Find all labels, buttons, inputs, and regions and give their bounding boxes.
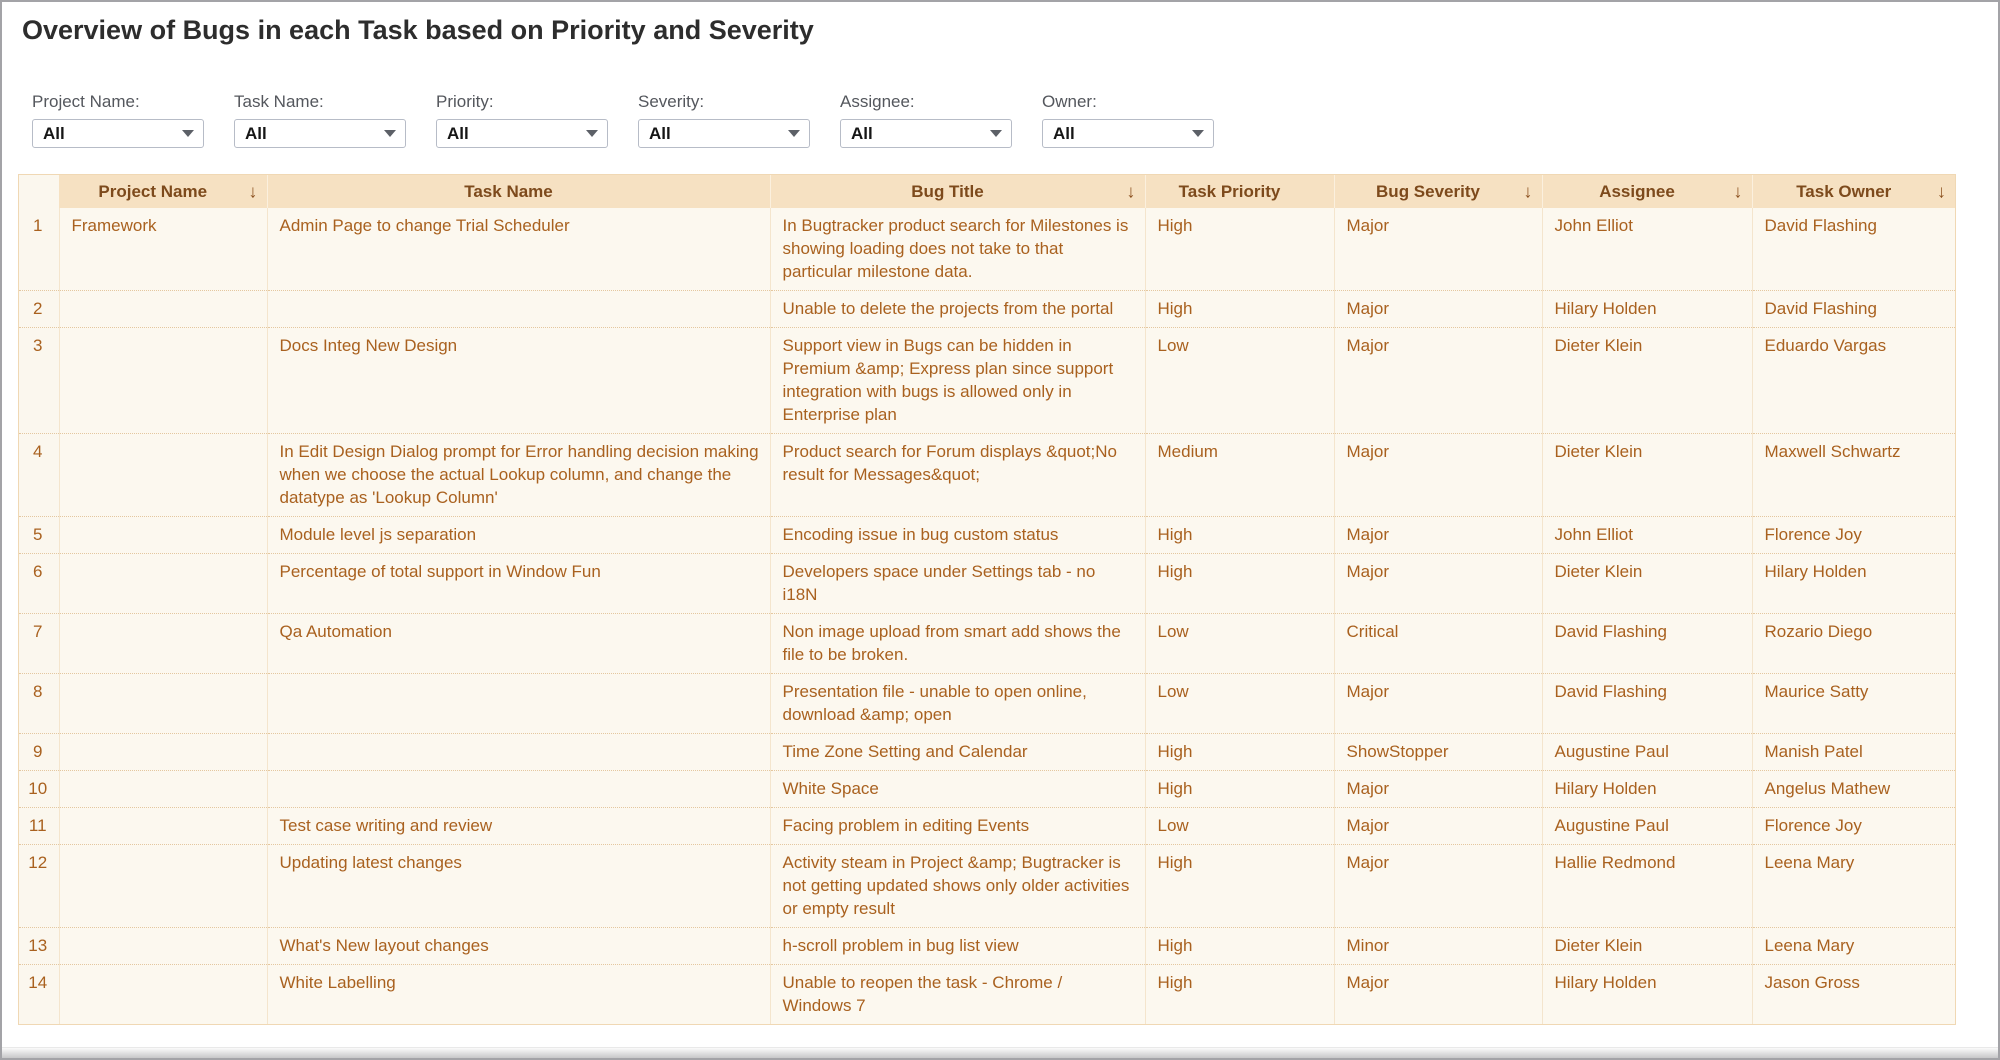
cell-task-priority: High xyxy=(1145,928,1334,965)
cell-task-priority: High xyxy=(1145,517,1334,554)
table-row xyxy=(19,674,1955,734)
table-row xyxy=(19,808,1955,845)
cell-assignee: David Flashing xyxy=(1542,674,1752,734)
table-row xyxy=(19,208,1955,291)
cell-bug-title: Support view in Bugs can be hidden in Premium &amp; Express plan since support integration with bugs is allowed only in Enterprise plan xyxy=(770,328,1145,434)
cell-bug-title: h-scroll problem in bug list view xyxy=(770,928,1145,965)
cell-assignee: John Elliot xyxy=(1542,517,1752,554)
filter-owner xyxy=(1042,92,1214,148)
cell-bug-title: Activity steam in Project &amp; Bugtracker is not getting updated shows only older activities or empty result xyxy=(770,845,1145,928)
row-number: 14 xyxy=(19,965,59,1025)
table-row xyxy=(19,845,1955,928)
cell-task-name xyxy=(267,291,770,328)
col-header-task-owner[interactable] xyxy=(1752,175,1955,208)
cell-assignee: Dieter Klein xyxy=(1542,434,1752,517)
cell-project-name xyxy=(59,771,267,808)
cell-task-priority: High xyxy=(1145,734,1334,771)
cell-task-priority: High xyxy=(1145,771,1334,808)
cell-task-owner: Hilary Holden xyxy=(1752,554,1955,614)
cell-task-owner: Leena Mary xyxy=(1752,845,1955,928)
filter-severity xyxy=(638,92,810,148)
cell-task-owner: David Flashing xyxy=(1752,208,1955,291)
cell-task-owner: Rozario Diego xyxy=(1752,614,1955,674)
task-name-selected-value: All xyxy=(245,123,267,143)
cell-project-name: Framework xyxy=(59,208,267,291)
cell-bug-title: Product search for Forum displays &quot;No result for Messages&quot; xyxy=(770,434,1145,517)
table-row xyxy=(19,614,1955,674)
row-number: 8 xyxy=(19,674,59,734)
cell-bug-title: Encoding issue in bug custom status xyxy=(770,517,1145,554)
row-number: 4 xyxy=(19,434,59,517)
row-number: 5 xyxy=(19,517,59,554)
sort-desc-icon: ↓ xyxy=(1733,181,1743,201)
cell-project-name xyxy=(59,291,267,328)
cell-assignee: Augustine Paul xyxy=(1542,808,1752,845)
cell-task-priority: High xyxy=(1145,965,1334,1025)
table-row xyxy=(19,771,1955,808)
dropdown-caret-icon xyxy=(586,130,598,137)
table-row xyxy=(19,734,1955,771)
horizontal-scrollbar[interactable] xyxy=(2,1047,1998,1058)
dropdown-caret-icon xyxy=(788,130,800,137)
cell-project-name xyxy=(59,517,267,554)
cell-project-name xyxy=(59,965,267,1025)
cell-bug-severity: Major xyxy=(1334,291,1542,328)
cell-bug-title: Non image upload from smart add shows the file to be broken. xyxy=(770,614,1145,674)
cell-task-name: Test case writing and review xyxy=(267,808,770,845)
cell-task-owner: Maxwell Schwartz xyxy=(1752,434,1955,517)
table-row xyxy=(19,928,1955,965)
severity-select[interactable] xyxy=(638,119,810,148)
cell-project-name xyxy=(59,928,267,965)
cell-task-owner: Florence Joy xyxy=(1752,808,1955,845)
cell-bug-severity: Major xyxy=(1334,208,1542,291)
cell-task-priority: High xyxy=(1145,554,1334,614)
row-number: 2 xyxy=(19,291,59,328)
cell-bug-title: Time Zone Setting and Calendar xyxy=(770,734,1145,771)
cell-bug-severity: Major xyxy=(1334,328,1542,434)
col-header-label: Bug Severity xyxy=(1376,181,1480,201)
col-header-label: Assignee xyxy=(1599,181,1675,201)
cell-project-name xyxy=(59,674,267,734)
cell-bug-title: Unable to reopen the task - Chrome / Windows 7 xyxy=(770,965,1145,1025)
cell-task-priority: High xyxy=(1145,291,1334,328)
filter-label-task-name: Task Name: xyxy=(234,92,324,111)
cell-bug-severity: Major xyxy=(1334,845,1542,928)
cell-assignee: Augustine Paul xyxy=(1542,734,1752,771)
col-header-project-name[interactable] xyxy=(59,175,267,208)
row-number: 9 xyxy=(19,734,59,771)
table-row xyxy=(19,328,1955,434)
filter-label-severity: Severity: xyxy=(638,92,705,111)
cell-project-name xyxy=(59,845,267,928)
cell-task-owner: Manish Patel xyxy=(1752,734,1955,771)
cell-task-name xyxy=(267,771,770,808)
priority-selected-value: All xyxy=(447,123,469,143)
cell-task-priority: High xyxy=(1145,208,1334,291)
col-header-label: Bug Title xyxy=(911,181,984,201)
cell-project-name xyxy=(59,614,267,674)
cell-task-name xyxy=(267,734,770,771)
sort-desc-icon: ↓ xyxy=(1937,181,1946,201)
cell-bug-severity: Major xyxy=(1334,965,1542,1025)
cell-task-priority: Low xyxy=(1145,808,1334,845)
col-header-bug-title[interactable] xyxy=(770,175,1145,208)
cell-task-owner: Angelus Mathew xyxy=(1752,771,1955,808)
filter-assignee xyxy=(840,92,1012,148)
cell-task-owner: Florence Joy xyxy=(1752,517,1955,554)
cell-assignee: Dieter Klein xyxy=(1542,554,1752,614)
filter-bar xyxy=(32,92,1244,148)
cell-task-owner: Eduardo Vargas xyxy=(1752,328,1955,434)
cell-assignee: Hilary Holden xyxy=(1542,965,1752,1025)
table-row xyxy=(19,291,1955,328)
col-header-label: Task Owner xyxy=(1796,181,1892,201)
page-title: Overview of Bugs in each Task based on Priority and Severity xyxy=(22,15,814,45)
cell-bug-severity: Major xyxy=(1334,554,1542,614)
assignee-select[interactable] xyxy=(840,119,1012,148)
filter-project-name xyxy=(32,92,204,148)
sort-desc-icon: ↓ xyxy=(1126,181,1136,201)
filter-task-name xyxy=(234,92,406,148)
cell-task-name: Qa Automation xyxy=(267,614,770,674)
cell-project-name xyxy=(59,328,267,434)
cell-task-name: In Edit Design Dialog prompt for Error handling decision making when we choose the actual Lookup column, and change the datatype as 'Lookup Column' xyxy=(267,434,770,517)
cell-bug-severity: Major xyxy=(1334,434,1542,517)
assignee-selected-value: All xyxy=(851,123,873,143)
cell-bug-title: White Space xyxy=(770,771,1145,808)
cell-task-name: Updating latest changes xyxy=(267,845,770,928)
task-name-select[interactable] xyxy=(234,119,406,148)
col-header-task-priority[interactable] xyxy=(1145,175,1334,208)
cell-bug-title: Unable to delete the projects from the portal xyxy=(770,291,1145,328)
cell-bug-severity: ShowStopper xyxy=(1334,734,1542,771)
col-header-bug-severity[interactable] xyxy=(1334,175,1542,208)
cell-bug-severity: Critical xyxy=(1334,614,1542,674)
dropdown-caret-icon xyxy=(990,130,1002,137)
cell-task-priority: High xyxy=(1145,845,1334,928)
cell-task-priority: Low xyxy=(1145,328,1334,434)
sort-desc-icon: ↓ xyxy=(1523,181,1533,201)
table-row xyxy=(19,517,1955,554)
col-header-label: Project Name xyxy=(98,181,208,201)
dropdown-caret-icon xyxy=(182,130,194,137)
priority-select[interactable] xyxy=(436,119,608,148)
cell-bug-title: In Bugtracker product search for Milestones is showing loading does not take to that particular milestone data. xyxy=(770,208,1145,291)
cell-assignee: Hilary Holden xyxy=(1542,291,1752,328)
row-number: 12 xyxy=(19,845,59,928)
cell-project-name xyxy=(59,808,267,845)
cell-task-name: Module level js separation xyxy=(267,517,770,554)
col-header-label: Task Priority xyxy=(1178,181,1281,201)
sort-desc-icon: ↓ xyxy=(248,181,258,201)
severity-selected-value: All xyxy=(649,123,671,143)
cell-bug-severity: Major xyxy=(1334,674,1542,734)
cell-task-name xyxy=(267,674,770,734)
table-row xyxy=(19,554,1955,614)
col-header-label: Task Name xyxy=(464,181,553,201)
row-number: 7 xyxy=(19,614,59,674)
col-header-task-name[interactable] xyxy=(267,175,770,208)
cell-task-name: Admin Page to change Trial Scheduler xyxy=(267,208,770,291)
cell-bug-severity: Major xyxy=(1334,808,1542,845)
dropdown-caret-icon xyxy=(1192,130,1204,137)
filter-label-owner: Owner: xyxy=(1042,92,1097,111)
row-number: 6 xyxy=(19,554,59,614)
bug-table-body xyxy=(19,208,1955,1024)
cell-task-name: White Labelling xyxy=(267,965,770,1025)
cell-bug-severity: Minor xyxy=(1334,928,1542,965)
row-number: 3 xyxy=(19,328,59,434)
cell-assignee: John Elliot xyxy=(1542,208,1752,291)
dropdown-caret-icon xyxy=(384,130,396,137)
cell-task-priority: Medium xyxy=(1145,434,1334,517)
cell-task-owner: David Flashing xyxy=(1752,291,1955,328)
row-number: 1 xyxy=(19,208,59,291)
bug-table xyxy=(18,174,1956,1025)
cell-task-owner: Leena Mary xyxy=(1752,928,1955,965)
cell-assignee: Hilary Holden xyxy=(1542,771,1752,808)
row-number: 11 xyxy=(19,808,59,845)
cell-bug-title: Presentation file - unable to open online, download &amp; open xyxy=(770,674,1145,734)
row-number-header xyxy=(19,175,59,208)
cell-assignee: Dieter Klein xyxy=(1542,328,1752,434)
row-number: 13 xyxy=(19,928,59,965)
cell-task-name: Percentage of total support in Window Fun xyxy=(267,554,770,614)
row-number: 10 xyxy=(19,771,59,808)
filter-label-assignee: Assignee: xyxy=(840,92,915,111)
owner-selected-value: All xyxy=(1053,123,1075,143)
cell-project-name xyxy=(59,554,267,614)
cell-task-name: Docs Integ New Design xyxy=(267,328,770,434)
cell-task-priority: Low xyxy=(1145,614,1334,674)
cell-task-name: What's New layout changes xyxy=(267,928,770,965)
cell-assignee: Hallie Redmond xyxy=(1542,845,1752,928)
col-header-assignee[interactable] xyxy=(1542,175,1752,208)
cell-assignee: David Flashing xyxy=(1542,614,1752,674)
cell-task-priority: Low xyxy=(1145,674,1334,734)
project-name-selected-value: All xyxy=(43,123,65,143)
table-row xyxy=(19,965,1955,1025)
cell-task-owner: Jason Gross xyxy=(1752,965,1955,1025)
cell-project-name xyxy=(59,734,267,771)
cell-assignee: Dieter Klein xyxy=(1542,928,1752,965)
owner-select[interactable] xyxy=(1042,119,1214,148)
cell-task-owner: Maurice Satty xyxy=(1752,674,1955,734)
filter-label-project-name: Project Name: xyxy=(32,92,140,111)
project-name-select[interactable] xyxy=(32,119,204,148)
cell-bug-severity: Major xyxy=(1334,771,1542,808)
filter-priority xyxy=(436,92,608,148)
cell-bug-title: Facing problem in editing Events xyxy=(770,808,1145,845)
table-row xyxy=(19,434,1955,517)
filter-label-priority: Priority: xyxy=(436,92,494,111)
table-header-row xyxy=(19,175,1955,208)
cell-project-name xyxy=(59,434,267,517)
cell-bug-severity: Major xyxy=(1334,517,1542,554)
cell-bug-title: Developers space under Settings tab - no i18N xyxy=(770,554,1145,614)
